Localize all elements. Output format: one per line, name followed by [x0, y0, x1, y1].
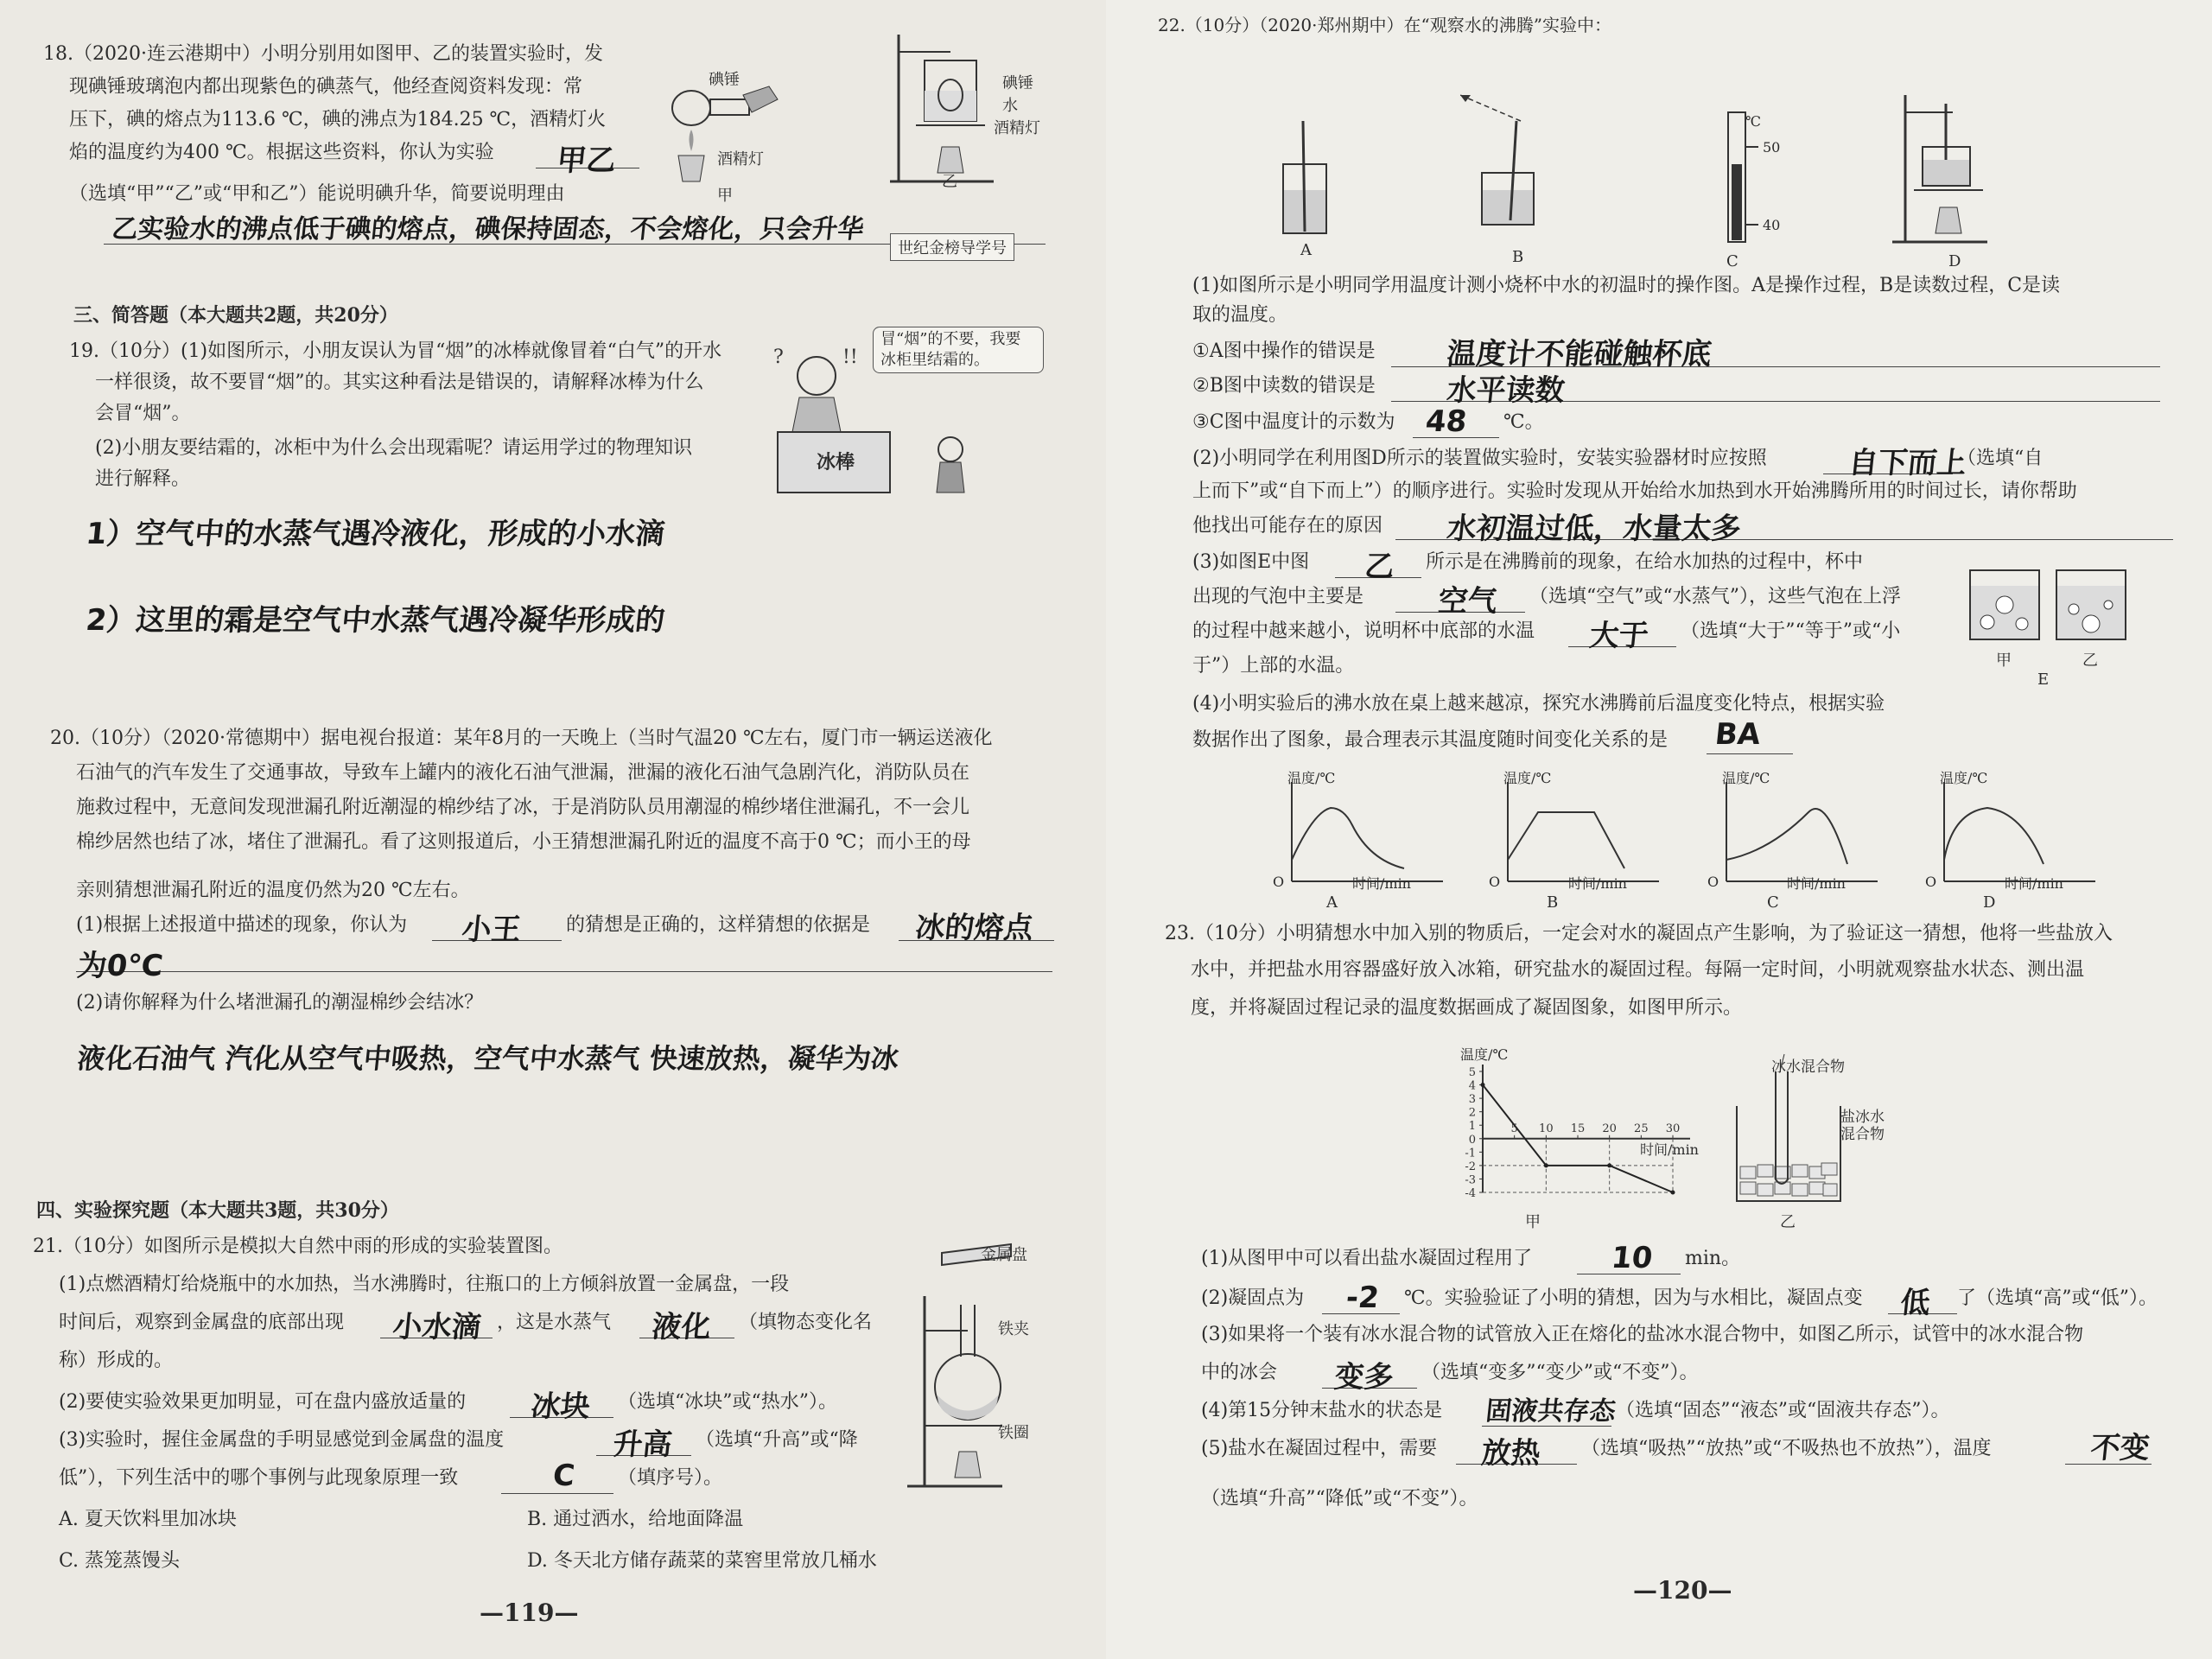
- therm-tick: 40: [1763, 217, 1781, 233]
- q18-line2: 现碘锤玻璃泡内都出现紫色的碘蒸气，他经查阅资料发现：常: [69, 76, 583, 98]
- q22-answer-4: 自下而上: [1847, 446, 1968, 480]
- q22-line13: (4)小明实验后的沸水放在桌上越来越凉，探究水沸腾前后温度变化特点，根据实验: [1192, 693, 1885, 715]
- chart-y-tick-label: -1: [1465, 1147, 1476, 1160]
- q22-answer-6: 乙: [1363, 550, 1396, 584]
- chart-point: [1481, 1083, 1485, 1087]
- q23-line9a: (5)盐水在凝固过程中，需要: [1201, 1438, 1438, 1459]
- q18-figure-yi: [890, 26, 1002, 190]
- q22-figure-a: [1279, 86, 1331, 242]
- chart-point: [1671, 1191, 1675, 1195]
- q19-line1: 19.（10分）(1)如图所示，小朋友误认为冒“烟”的冰棒就像冒着“白气”的开水: [69, 340, 722, 362]
- q22-line1: (1)如图所示是小明同学用温度计测小烧杯中水的初温时的操作图。A是操作过程，B是读数过程，C是读: [1192, 275, 2061, 296]
- chart-y-tick-label: 4: [1468, 1079, 1476, 1093]
- q22-line2: 取的温度。: [1192, 304, 1288, 326]
- chart-x-tick-label: 30: [1665, 1122, 1681, 1135]
- q23-line10: （选填“升高”“降低”或“不变”）。: [1201, 1488, 1478, 1510]
- fig-caption: B: [1512, 248, 1524, 266]
- q21-option-d[interactable]: D. 冬天北方储存蔬菜的菜窖里常放几桶水: [527, 1550, 877, 1572]
- q23-line7a: 中的冰会: [1201, 1362, 1278, 1383]
- q20-line4: 棉纱居然也结了冰，堵住了泄漏孔。看了这则报道后，小王猜想泄漏孔附近的温度不高于0 ℃；而小王的母: [76, 831, 971, 853]
- chart-y-tick-label: 1: [1468, 1120, 1476, 1134]
- section-3-heading: 三、简答题（本大题共2题，共20分）: [73, 304, 398, 327]
- chart-y-tick-label: -3: [1465, 1173, 1476, 1187]
- q21-line6a: (3)实验时，握住金属盘的手明显感觉到金属盘的温度: [59, 1429, 505, 1451]
- q22-answer-1: 温度计不能碰触杯底: [1445, 337, 1713, 372]
- q21-answer-3: 冰块: [529, 1389, 592, 1424]
- q20-line6b: 的猜想是正确的，这样猜想的依据是: [566, 914, 871, 936]
- q22-answer-2: 水平读数: [1445, 373, 1567, 408]
- q21-option-c[interactable]: C. 蒸笼蒸馒头: [59, 1550, 181, 1572]
- q22-answer-8: 大于: [1587, 619, 1650, 653]
- fig-label: 铁圈: [998, 1424, 1029, 1442]
- fig-caption: 甲: [717, 187, 733, 205]
- q22-line9b: 所示是在沸腾前的现象，在给水加热的过程中，杯中: [1426, 551, 1864, 573]
- q21-blank-5[interactable]: [501, 1493, 613, 1494]
- q23-chart: [1452, 1054, 1711, 1210]
- graph-origin: O: [1925, 874, 1937, 890]
- q21-answer-4: 升高: [611, 1427, 674, 1462]
- graph-ylabel: 温度/℃: [1287, 770, 1336, 786]
- fig-caption: 甲: [1525, 1213, 1541, 1231]
- section-4-heading: 四、实验探究题（本大题共3题，共30分）: [36, 1199, 399, 1222]
- q18-line3: 压下，碘的熔点为113.6 ℃，碘的沸点为184.25 ℃，酒精灯火: [69, 109, 607, 130]
- chart-point: [1607, 1163, 1611, 1167]
- chart-x-tick-label: 25: [1634, 1122, 1649, 1135]
- fig-caption: 乙: [1780, 1213, 1796, 1231]
- chart-xlabel: 时间/min: [1640, 1141, 1699, 1158]
- q20-blank-3[interactable]: [76, 971, 1052, 972]
- q22-blank-9[interactable]: [1707, 753, 1793, 754]
- q22-answer-5: 水初温过低，水量太多: [1445, 512, 1743, 546]
- q23-line6: (3)如果将一个装有冰水混合物的试管放入正在熔化的盐冰水混合物中，如图乙所示，试管中的冰水混合物: [1201, 1324, 2084, 1345]
- q20-line1: 20.（10分）（2020·常德期中）据电视台报道：某年8月的一天晚上（当时气温20 ℃左右，厦门市一辆运送液化: [50, 728, 993, 749]
- q22-line7: 上而下”或“自下而上”）的顺序进行。实验时发现从开始给水加热到水开始沸腾所用的时间过长，请你帮助: [1192, 480, 2077, 502]
- svg-text:?: ?: [773, 346, 784, 368]
- fig-label: 碘锤: [709, 71, 740, 89]
- q21-option-b[interactable]: B. 通过洒水，给地面降温: [527, 1509, 744, 1530]
- q21-figure: [907, 1244, 1011, 1495]
- graph-ylabel: 温度/℃: [1722, 770, 1770, 786]
- q21-line7a: 低”），下列生活中的哪个事例与此现象原理一致: [59, 1467, 459, 1489]
- q20-line5: 亲则猜想泄漏孔附近的温度仍然为20 ℃左右。: [76, 880, 470, 901]
- q20-answer-4: 液化石油气 汽化从空气中吸热，空气中水蒸气 快速放热，凝华为冰: [75, 1042, 901, 1075]
- fig-caption: C: [1726, 252, 1738, 270]
- page-number: —120—: [1633, 1576, 1732, 1605]
- q19-line5: 进行解释。: [95, 468, 191, 490]
- q21-line3c: （填物态变化名: [739, 1312, 873, 1333]
- q21-answer-2: 液化: [650, 1310, 713, 1344]
- q22-line10a: 出现的气泡中主要是: [1192, 586, 1364, 607]
- q18-line4: 焰的温度约为400 ℃。根据这些资料，你认为实验: [69, 142, 494, 163]
- q22-line14: 数据作出了图象，最合理表示其温度随时间变化关系的是: [1192, 729, 1669, 751]
- q21-line4: 称）形成的。: [59, 1350, 174, 1371]
- q23-answer-2: -2: [1344, 1281, 1381, 1315]
- graph-xlabel: 时间/min: [1787, 875, 1846, 892]
- q21-answer-1: 小水滴: [391, 1310, 483, 1344]
- q19-line2: 一样很烫，故不要冒“烟”的。其实这种看法是错误的，请解释冰棒为什么: [95, 372, 704, 393]
- q18-answer-1: 甲乙: [555, 143, 618, 178]
- q22-answer-3: 48: [1423, 404, 1469, 439]
- fig-label: 酒精灯: [994, 119, 1040, 137]
- q23-line7b: （选填“变多”“变少”或“不变”）。: [1421, 1362, 1699, 1383]
- chart-point: [1544, 1163, 1548, 1167]
- chart-y-tick-label: 2: [1468, 1106, 1476, 1120]
- chart-y-tick-label: 0: [1468, 1133, 1476, 1147]
- graph-name: C: [1767, 893, 1779, 912]
- q19-box-label: 冰棒: [817, 451, 855, 474]
- chart-x-tick-label: 20: [1602, 1122, 1617, 1135]
- q22-line8: 他找出可能存在的原因: [1192, 515, 1383, 537]
- fig-label: 混合物: [1840, 1126, 1885, 1143]
- graph-name: B: [1547, 893, 1559, 912]
- chart-x-tick-label: 5: [1510, 1122, 1518, 1135]
- fig-label: 水: [1002, 97, 1018, 115]
- q22-line4: ②B图中读数的错误是: [1192, 375, 1376, 397]
- q20-answer-1: 小王: [460, 912, 523, 947]
- q21-line5b: （选填“冰块”或“热水”）。: [618, 1391, 837, 1413]
- fig-caption: A: [1300, 241, 1312, 259]
- chart-ylabel: 温度/℃: [1460, 1046, 1509, 1063]
- q23-line2: 水中，并把盐水用容器盛好放入冰箱，研究盐水的凝固过程。每隔一定时间，小明就观察盐水状态、测出温: [1191, 959, 2085, 981]
- therm-tick: 50: [1763, 139, 1781, 156]
- q21-line5a: (2)要使实验效果更加明显，可在盘内盛放适量的: [59, 1391, 467, 1413]
- q21-line6b: （选填“升高”或“降: [696, 1429, 858, 1451]
- q19-line4: (2)小朋友要结霜的，冰柜中为什么会出现霜呢？请运用学过的物理知识: [95, 437, 693, 459]
- q23-line9b: （选填“吸热”“放热”或“不吸热也不放热”），温度: [1581, 1438, 1992, 1459]
- fig-caption: 乙: [2082, 652, 2098, 670]
- q22-answer-9: BA: [1713, 717, 1763, 752]
- q23-figure-yi: [1728, 1071, 1858, 1210]
- q22-line5a: ③C图中温度计的示数为: [1192, 411, 1395, 433]
- page-number: —119—: [480, 1599, 579, 1627]
- graph-origin: O: [1707, 874, 1719, 890]
- q22-line5b: ℃。: [1503, 411, 1544, 433]
- graph-origin: O: [1489, 874, 1501, 890]
- q23-answer-3: 低: [1898, 1286, 1932, 1320]
- q22-line12: 于”）上部的水温。: [1192, 655, 1355, 677]
- q19-speech-bubble: 冒“烟”的不要，我要冰柜里结霜的。: [873, 327, 1044, 373]
- graph-name: A: [1326, 893, 1338, 912]
- q23-line4a: (1)从图甲中可以看出盐水凝固过程用了: [1201, 1248, 1533, 1269]
- graph-xlabel: 时间/min: [1568, 875, 1627, 892]
- graph-xlabel: 时间/min: [1352, 875, 1411, 892]
- q18-line1: 18.（2020·连云港期中）小明分别用如图甲、乙的装置实验时，发: [43, 43, 603, 65]
- fig-label: 金属盘: [981, 1246, 1027, 1264]
- q23-answer-7: 不变: [2088, 1431, 2152, 1465]
- graph-ylabel: 温度/℃: [1940, 770, 1988, 786]
- fig-caption: 甲: [1996, 652, 2012, 670]
- q21-option-a[interactable]: A. 夏天饮料里加冰块: [59, 1509, 237, 1530]
- q22-figure-b: [1452, 69, 1564, 242]
- q21-line1: 21.（10分）如图所示是模拟大自然中雨的形成的实验装置图。: [33, 1236, 563, 1257]
- stamp-label: 世纪金榜导学号: [890, 233, 1014, 261]
- fig-caption: 乙: [942, 173, 957, 191]
- fig-label: 酒精灯: [717, 150, 764, 168]
- fig-caption: D: [1948, 252, 1961, 270]
- q20-answer-2: 冰的熔点: [913, 911, 1035, 945]
- q20-line3: 施救过程中，无意间发现泄漏孔附近潮湿的棉纱结了冰，于是消防队员用潮湿的棉纱堵住泄漏孔，不一会儿: [76, 797, 970, 818]
- q20-line6a: (1)根据上述报道中描述的现象，你认为: [76, 914, 408, 936]
- q23-line5c: 了（选填“高”或“低”）。: [1957, 1287, 2158, 1309]
- q23-answer-5: 固液共存态: [1484, 1396, 1618, 1427]
- chart-x-tick-label: 10: [1539, 1122, 1554, 1135]
- q20-line8: (2)请你解释为什么堵泄漏孔的潮湿棉纱会结冰？: [76, 992, 484, 1014]
- q23-answer-1: 10: [1609, 1241, 1655, 1275]
- q19-line3: 会冒“烟”。: [95, 403, 191, 424]
- q20-line2: 石油气的汽车发生了交通事故，导致车上罐内的液化石油气泄漏，泄漏的液化石油气急剧汽化，消防队员在: [76, 762, 970, 784]
- fig-caption: E: [2037, 671, 2050, 689]
- q21-line3b: ，这是水蒸气: [497, 1312, 612, 1333]
- fig-label: 碘锤: [1002, 74, 1033, 92]
- q21-line2: (1)点燃酒精灯给烧瓶中的水加热，当水沸腾时，往瓶口的上方倾斜放置一金属盘，一段: [59, 1274, 790, 1295]
- chart-x-tick-label: 15: [1570, 1122, 1586, 1135]
- q18-answer-2: 乙实验水的沸点低于碘的熔点，碘保持固态，不会熔化，只会升华: [110, 214, 866, 245]
- q23-line5b: ℃。实验验证了小明的猜想，因为与水相比，凝固点变: [1404, 1287, 1863, 1309]
- q23-answer-6: 放热: [1479, 1436, 1542, 1471]
- q18-line5: （选填“甲”“乙”或“甲和乙”）能说明碘升华，简要说明理由: [69, 183, 565, 205]
- q23-line4b: min。: [1685, 1248, 1741, 1269]
- q22-line6b: （选填“自: [1957, 448, 2044, 469]
- q19-answer-2: 2）这里的霜是空气中水蒸气遇冷凝华形成的: [84, 603, 667, 638]
- q20-answer-3: 为0℃: [75, 949, 165, 983]
- q22-answer-7: 空气: [1436, 584, 1499, 619]
- therm-unit: ℃: [1745, 113, 1761, 130]
- q19-answer-1: 1）空气中的水蒸气遇冷液化，形成的小水滴: [84, 517, 667, 551]
- q22-line10b: （选填“空气”或“水蒸气”），这些气泡在上浮: [1529, 586, 1901, 607]
- q22-line11b: （选填“大于”“等于”或“小: [1681, 620, 1901, 642]
- q21-line7b: （填序号）。: [618, 1467, 723, 1489]
- q22-line0: 22.（10分）（2020·郑州期中）在“观察水的沸腾”实验中：: [1158, 15, 1611, 35]
- chart-y-tick-label: -2: [1465, 1160, 1476, 1173]
- chart-y-tick-label: -4: [1465, 1187, 1476, 1200]
- q23-answer-4: 变多: [1332, 1360, 1395, 1395]
- q23-line8a: (4)第15分钟末盐水的状态是: [1201, 1400, 1443, 1421]
- q23-line3: 度，并将凝固过程记录的温度数据画成了凝固图象，如图甲所示。: [1191, 997, 1743, 1019]
- fig-label: 冰水混合物: [1771, 1058, 1845, 1076]
- q22-line6a: (2)小明同学在利用图D所示的装置做实验时，安装实验器材时应按照: [1192, 448, 1767, 469]
- q22-line11a: 的过程中越来越小，说明杯中底部的水温: [1192, 620, 1535, 642]
- q21-line3a: 时间后，观察到金属盘的底部出现: [59, 1312, 345, 1333]
- q23-line1: 23.（10分）小明猜想水中加入别的物质后，一定会对水的凝固点产生影响，为了验证这一猜想，他将一些盐放入: [1165, 923, 2113, 944]
- svg-text:!!: !!: [842, 346, 858, 368]
- q22-figure-e: [1961, 562, 2134, 648]
- graph-name: D: [1983, 893, 1996, 912]
- page-120: [1106, 0, 2212, 1659]
- q21-answer-5: C: [550, 1459, 577, 1493]
- fig-label: 盐冰水: [1840, 1109, 1885, 1126]
- q22-figure-d: [1892, 86, 1996, 251]
- q20-blank-2[interactable]: [899, 940, 1054, 941]
- q22-line9a: (3)如图E中图: [1192, 551, 1310, 573]
- graph-origin: O: [1273, 874, 1285, 890]
- chart-y-tick-label: 5: [1468, 1066, 1476, 1079]
- q23-line8b: （选填“固态”“液态”或“固液共存态”）。: [1616, 1400, 1950, 1421]
- fig-label: 铁夹: [998, 1320, 1029, 1338]
- q23-line5a: (2)凝固点为: [1201, 1287, 1305, 1309]
- graph-xlabel: 时间/min: [2005, 875, 2063, 892]
- graph-ylabel: 温度/℃: [1503, 770, 1552, 786]
- chart-y-tick-label: 3: [1468, 1093, 1476, 1107]
- q22-line3: ①A图中操作的错误是: [1192, 340, 1376, 362]
